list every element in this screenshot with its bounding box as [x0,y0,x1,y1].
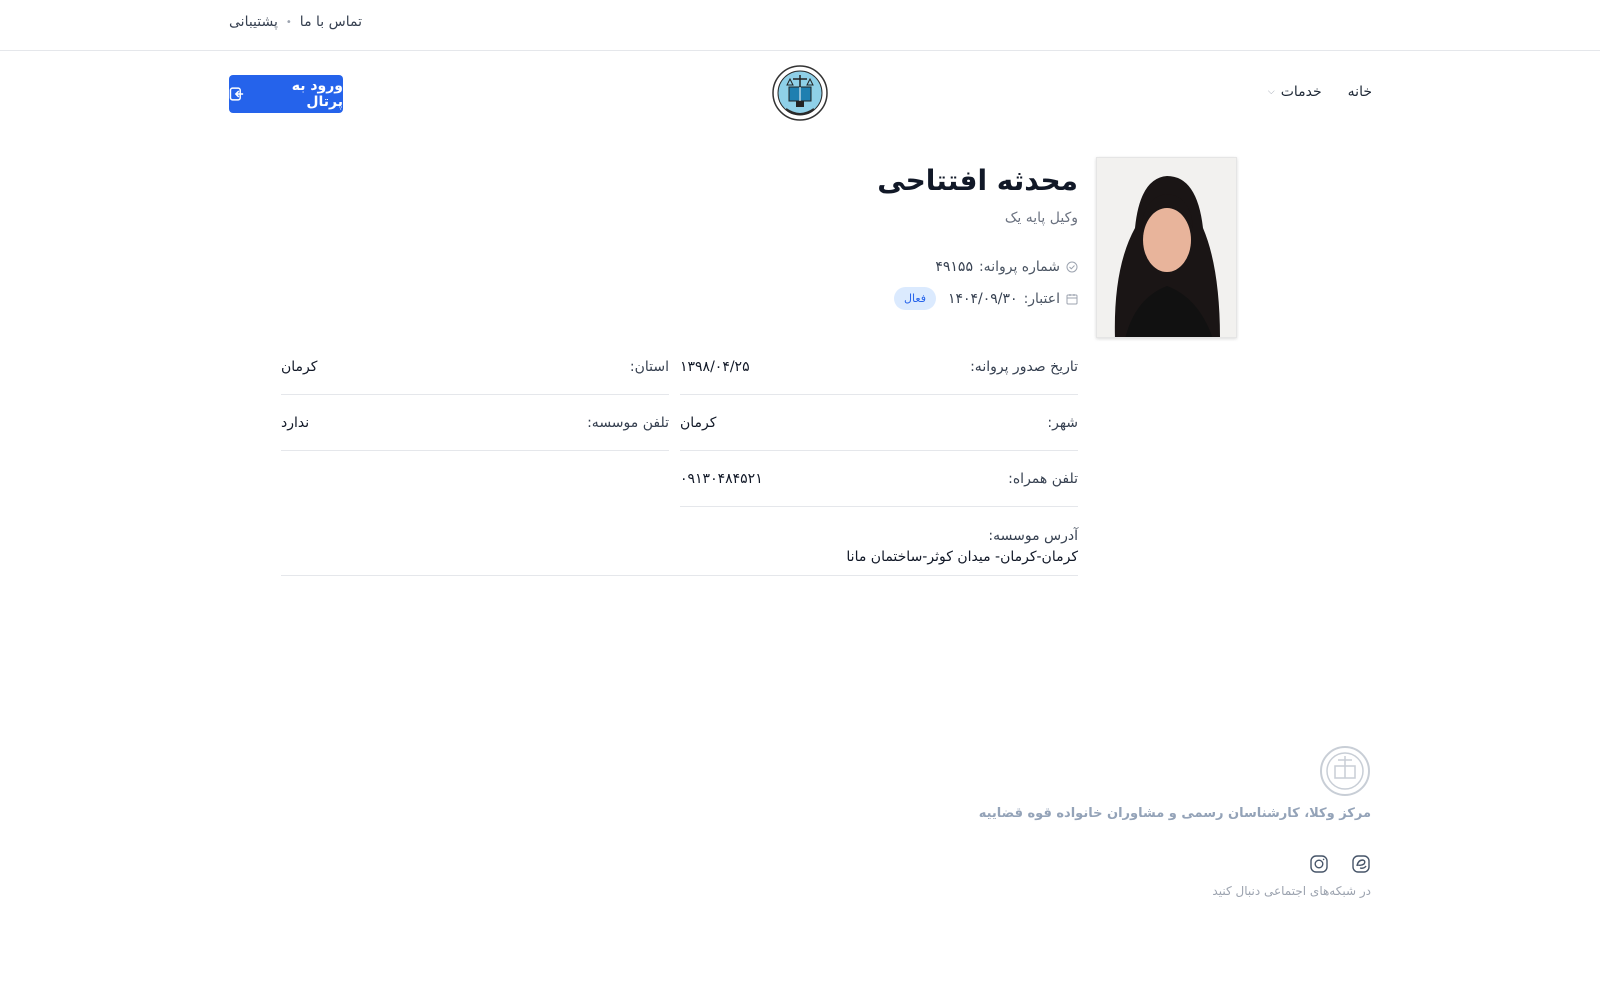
institute-phone-value: ندارد [281,414,310,431]
detail-issue-date [680,339,1078,395]
lawyer-photo [1096,157,1237,338]
nav-services[interactable] [1268,84,1322,100]
header [0,51,1600,141]
check-circle-icon [1066,261,1078,273]
validity-date: ۱۴۰۴/۰۹/۳۰ [947,290,1018,307]
top-links [229,14,362,30]
address-value: کرمان-کرمان- میدان کوثر-ساختمان مانا [846,549,1078,565]
nav-services-label: خدمات [1280,84,1322,100]
issue-date-label: تاریخ صدور پروانه: [970,358,1078,375]
main-nav [1268,84,1372,100]
calendar-icon [1066,293,1078,305]
mobile-value: ۰۹۱۳۰۴۸۴۵۲۱ [680,470,763,487]
license-info [935,259,1078,275]
footer-judiciary-logo [1319,744,1371,798]
license-label: شماره پروانه: [978,259,1060,275]
footer-title: مرکز وکلا، کارشناسان رسمی و مشاوران خانواده قوه قضاییه [978,806,1371,821]
chevron-down-icon: ⌵ [1267,87,1275,97]
support-link[interactable]: پشتیبانی [229,14,278,30]
institute-phone-label: تلفن موسسه: [587,414,669,431]
detail-address [281,520,1078,576]
instagram-icon[interactable] [1309,854,1329,874]
social-links [1309,854,1371,874]
separator-dot: • [285,16,292,28]
eitaa-icon[interactable] [1351,854,1371,874]
detail-institute-phone [281,395,669,451]
nav-home[interactable]: خانه [1347,84,1372,100]
detail-city [680,395,1078,451]
detail-mobile [680,451,1078,507]
city-value: کرمان [680,414,717,431]
validity-info [894,287,1078,310]
detail-province [281,339,669,395]
province-label: استان: [629,358,669,375]
login-icon [229,86,245,102]
status-badge: فعال [894,287,936,310]
contact-link[interactable]: تماس با ما [299,14,362,30]
province-value: کرمان [281,358,318,375]
portal-login-button[interactable] [229,75,343,113]
address-label: آدرس موسسه: [988,528,1078,544]
issue-date-value: ۱۳۹۸/۰۴/۲۵ [680,358,750,375]
city-label: شهر: [1047,414,1078,431]
judiciary-logo[interactable] [771,63,829,123]
license-number: ۴۹۱۵۵ [935,259,973,275]
validity-label: اعتبار: [1023,290,1060,307]
lawyer-title: وکیل پایه یک [1004,210,1078,226]
lawyer-name: محدثه افتتاحی [877,164,1078,197]
top-bar [0,0,1600,51]
portal-login-label: ورود به پرتال [291,78,343,110]
mobile-label: تلفن همراه: [1008,470,1078,487]
follow-text: در شبکه‌های اجتماعی دنبال کنید [1212,884,1371,898]
